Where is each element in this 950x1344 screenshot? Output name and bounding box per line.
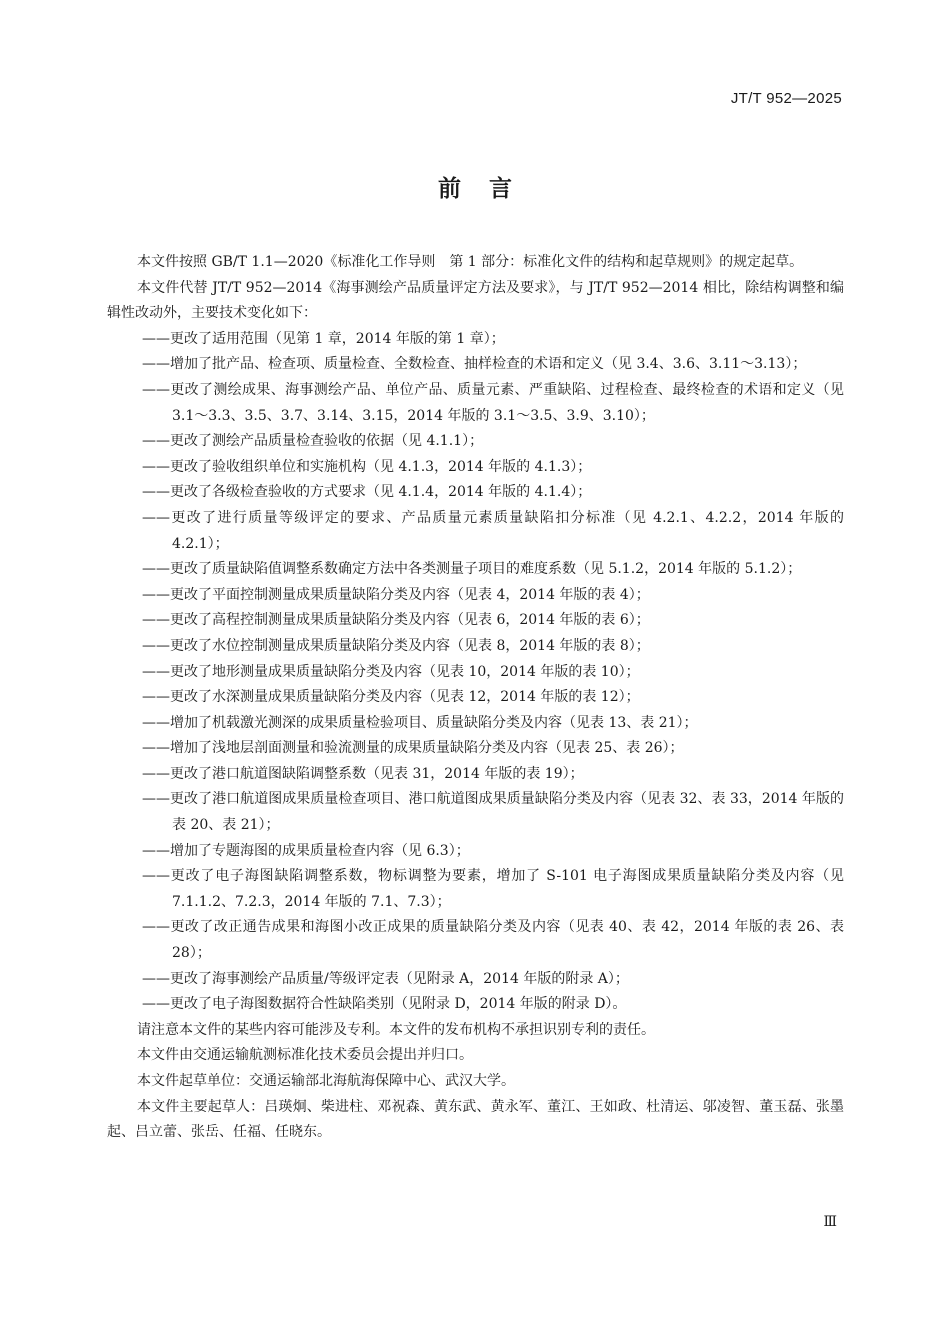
- change-item: ——更改了港口航道图缺陷调整系数（见表 31，2014 年版的表 19）；: [142, 765, 584, 782]
- change-item: ——更改了质量缺陷值调整系数确定方法中各类测量子项目的难度系数（见 5.1.2，2014 年版的 5.1.2）；: [142, 561, 802, 578]
- change-item: ——更改了水位控制测量成果质量缺陷分类及内容（见表 8，2014 年版的表 8）；: [142, 637, 650, 654]
- change-item: ——更改了适用范围（见第 1 章，2014 年版的第 1 章）；: [142, 330, 505, 347]
- change-item: ——更改了测绘产品质量检查验收的依据（见 4.1.1）；: [142, 433, 484, 450]
- paragraph: 本文件起草单位：交通运输部北海航海保障中心、武汉大学。: [137, 1073, 515, 1089]
- paragraph: 本文件代替 JT/T 952—2014《海事测绘产品质量评定方法及要求》，与 JT/T 952—2014 相比，除结构调整和编辑性改动外，主要技术变化如下：: [107, 279, 844, 322]
- paragraph: 本文件按照 GB/T 1.1—2020《标准化工作导则 第 1 部分：标准化文件的结构和起草规则》的规定起草。: [137, 254, 804, 270]
- change-item: ——更改了平面控制测量成果质量缺陷分类及内容（见表 4，2014 年版的表 4）；: [142, 586, 650, 603]
- change-item: ——增加了浅地层剖面测量和验流测量的成果质量缺陷分类及内容（见表 25、表 26）；: [142, 740, 684, 757]
- change-item: ——更改了进行质量等级评定的要求、产品质量元素质量缺陷扣分标准（见 4.2.1、4.2.2，2014 年版的 4.2.1）；: [142, 509, 844, 552]
- change-item: ——更改了高程控制测量成果质量缺陷分类及内容（见表 6，2014 年版的表 6）；: [142, 612, 650, 629]
- paragraph: 本文件主要起草人：吕瑛炯、柴进柱、邓祝森、黄东武、黄永军、董江、王如政、杜清运、邬凌智、董玉磊、张墨起、吕立蕾、张岳、任福、任晓东。: [107, 1098, 844, 1141]
- change-item: ——更改了电子海图缺陷调整系数，物标调整为要素，增加了 S-101 电子海图成果质量缺陷分类及内容（见 7.1.1.2、7.2.3，2014 年版的 7.1、7.3）；: [142, 868, 844, 910]
- paragraph: 本文件由交通运输航测标准化技术委员会提出并归口。: [137, 1047, 473, 1064]
- change-item: ——增加了专题海图的成果质量检查内容（见 6.3）；: [142, 842, 470, 859]
- paragraph: 请注意本文件的某些内容可能涉及专利。本文件的发布机构不承担识别专利的责任。: [137, 1021, 655, 1038]
- change-item: ——更改了改正通告成果和海图小改正成果的质量缺陷分类及内容（见表 40、表 42，2014 年版的表 26、表 28）；: [142, 919, 844, 962]
- change-item: ——更改了验收组织单位和实施机构（见 4.1.3，2014 年版的 4.1.3）；: [142, 458, 592, 475]
- change-item: ——更改了各级检查验收的方式要求（见 4.1.4，2014 年版的 4.1.4）；: [142, 484, 592, 501]
- change-item: ——更改了水深测量成果质量缺陷分类及内容（见表 12，2014 年版的表 12）；: [142, 689, 640, 706]
- change-item: ——更改了港口航道图成果质量检查项目、港口航道图成果质量缺陷分类及内容（见表 32、表 33，2014 年版的表 20、表 21）；: [142, 791, 844, 834]
- document-body: [107, 250, 844, 1146]
- change-item: ——更改了海事测绘产品质量/等级评定表（见附录 A，2014 年版的附录 A）；: [142, 970, 629, 987]
- standard-code: JT/T 952—2025: [730, 90, 842, 107]
- change-item: ——更改了地形测量成果质量缺陷分类及内容（见表 10，2014 年版的表 10）；: [142, 663, 640, 680]
- change-item: ——增加了机载激光测深的成果质量检验项目、质量缺陷分类及内容（见表 13、表 21）；: [142, 714, 698, 731]
- change-item: ——增加了批产品、检查项、质量检查、全数检查、抽样检查的术语和定义（见 3.4、3.6、3.11～3.13）；: [142, 356, 807, 373]
- page-number: Ⅲ: [823, 1214, 837, 1230]
- change-item: ——更改了电子海图数据符合性缺陷类别（见附录 D，2014 年版的附录 D）。: [142, 996, 627, 1013]
- page-title: 前言: [438, 176, 540, 202]
- change-item: ——更改了测绘成果、海事测绘产品、单位产品、质量元素、严重缺陷、过程检查、最终检查的术语和定义（见 3.1～3.3、3.5、3.7、3.14、3.15，2014 年版的 3.1～3.5、3.9、3.10）；: [142, 381, 844, 424]
